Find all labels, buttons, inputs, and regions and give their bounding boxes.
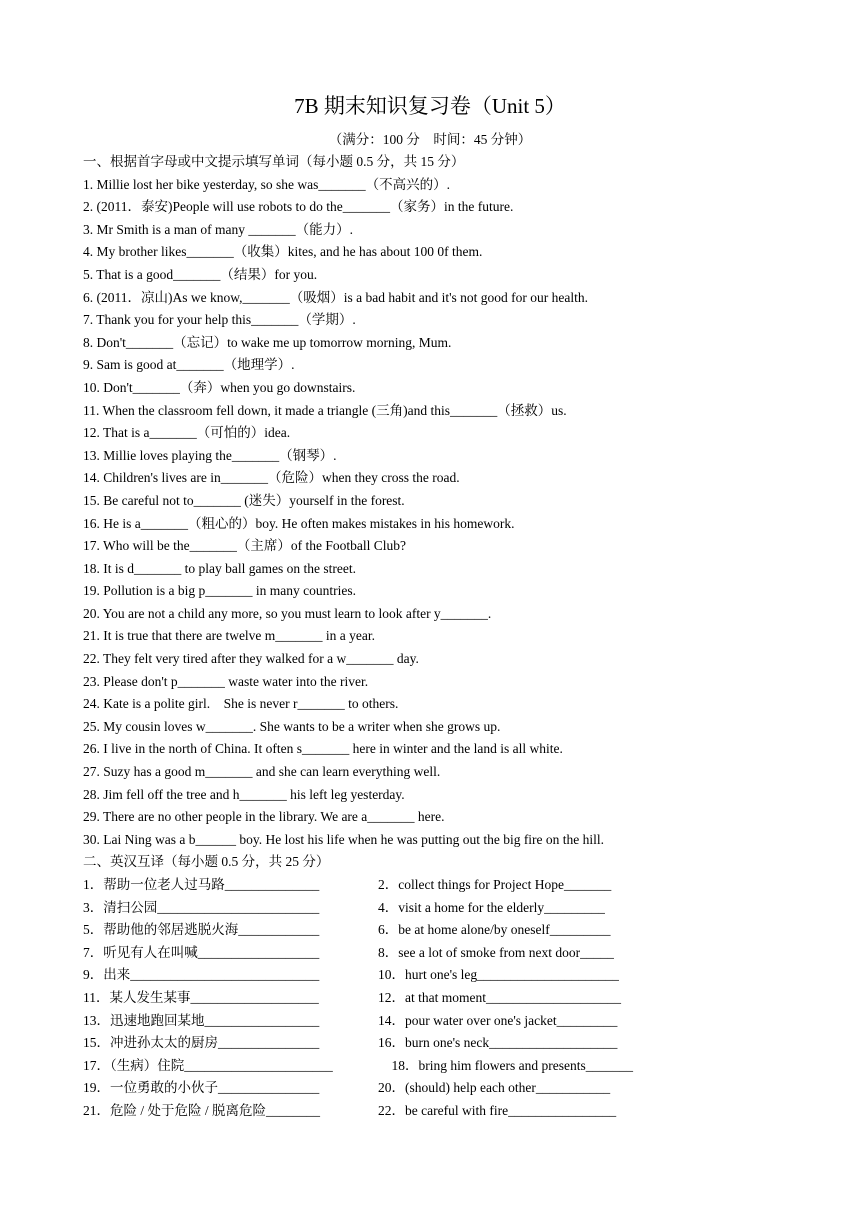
question-item: 13. Millie loves playing the_______（钢琴）. — [83, 447, 337, 463]
translation-item: 13．迅速地跑回某地_________________ — [83, 1012, 320, 1028]
question-item: 27. Suzy has a good m_______ and she can learn everything well. — [83, 764, 441, 780]
translation-item: 20．(should) help each other___________ — [378, 1080, 611, 1096]
translation-row — [83, 942, 783, 965]
translation-item: 8．see a lot of smoke from next door_____ — [378, 944, 614, 960]
translation-item: 12．at that moment____________________ — [378, 989, 621, 1005]
question-item: 7. Thank you for your help this_______（学期）. — [83, 312, 356, 328]
question-item: 3. Mr Smith is a man of many _______（能力）. — [83, 221, 353, 237]
translation-item: 18．bring him flowers and presents_______ — [378, 1057, 633, 1073]
section-1-heading: 一、根据首字母或中文提示填写单词（每小题 0.5 分，共 15 分） — [83, 154, 465, 169]
translation-item: 15．冲进孙太太的厨房_______________ — [83, 1035, 320, 1051]
question-item: 23. Please don't p_______ waste water into the river. — [83, 673, 369, 689]
exam-content — [83, 151, 783, 1123]
question-item: 20. You are not a child any more, so you must learn to look after y_______. — [83, 605, 492, 621]
translation-item: 6．be at home alone/by oneself_________ — [378, 922, 611, 938]
question-item: 6. (2011．凉山)As we know,_______（吸烟）is a bad habit and it's not good for our health. — [83, 289, 588, 305]
question-item: 28. Jim fell off the tree and h_______ his left leg yesterday. — [83, 786, 405, 802]
translation-item: 14．pour water over one's jacket_________ — [378, 1012, 618, 1028]
question-item: 4. My brother likes_______（收集）kites, and he has about 100 0f them. — [83, 244, 483, 260]
translation-item: 5．帮助他的邻居逃脱火海____________ — [83, 922, 320, 938]
translation-item: 3．清扫公园________________________ — [83, 899, 320, 915]
question-item: 2. (2011．泰安)People will use robots to do the_______（家务）in the future. — [83, 199, 514, 215]
translation-item: 2．collect things for Project Hope_______ — [378, 877, 612, 892]
translation-item: 7．听见有人在叫喊__________________ — [83, 944, 320, 960]
question-item: 21. It is true that there are twelve m_______ in a year. — [83, 628, 376, 644]
translation-row — [83, 1100, 783, 1123]
translation-item: 22．be careful with fire________________ — [378, 1102, 617, 1118]
translation-item: 1．帮助一位老人过马路______________ — [83, 877, 320, 892]
question-item: 17. Who will be the_______（主席）of the Football Club? — [83, 538, 406, 554]
translation-item: 17．（生病）住院______________________ — [83, 1057, 333, 1073]
translation-row — [83, 1032, 783, 1055]
question-item: 30. Lai Ning was a b______ boy. He lost his life when he was putting out the big fire on the hill. — [83, 831, 605, 847]
translation-row — [83, 874, 783, 897]
question-item: 12. That is a_______（可怕的）idea. — [83, 425, 291, 441]
translation-row — [83, 1077, 783, 1100]
question-item: 8. Don't_______（忘记）to wake me up tomorrow morning, Mum. — [83, 334, 452, 350]
question-item: 22. They felt very tired after they walked for a w_______ day. — [83, 651, 419, 667]
question-item: 10. Don't_______（奔）when you go downstairs. — [83, 379, 356, 395]
page-title: 7B 期末知识复习卷（Unit 5） — [294, 94, 566, 118]
question-item: 19. Pollution is a big p_______ in many countries. — [83, 583, 356, 599]
question-item: 15. Be careful not to_______ (迷失）yourself in the forest. — [83, 492, 405, 508]
translation-row — [83, 964, 783, 987]
translation-item: 9．出来____________________________ — [83, 967, 320, 983]
question-item: 26. I live in the north of China. It often s_______ here in winter and the land is all white. — [83, 741, 563, 757]
translation-item: 21．危险 / 处于危险 / 脱离危险________ — [83, 1102, 321, 1118]
question-item: 11. When the classroom fell down, it made a triangle (三角)and this_______（拯救）us. — [83, 402, 567, 418]
question-item: 1. Millie lost her bike yesterday, so she was_______（不高兴的）. — [83, 176, 450, 192]
translation-item: 10．hurt one's leg_____________________ — [378, 967, 619, 983]
translation-item: 16．burn one's neck___________________ — [378, 1035, 618, 1051]
translation-row — [83, 1010, 783, 1033]
translation-row — [83, 987, 783, 1010]
question-item: 9. Sam is good at_______（地理学）. — [83, 357, 295, 373]
translation-item: 11．某人发生某事___________________ — [83, 989, 319, 1005]
translation-item: 19．一位勇敢的小伙子_______________ — [83, 1080, 320, 1096]
translation-row — [83, 1055, 783, 1078]
question-item: 29. There are no other people in the library. We are a_______ here. — [83, 809, 445, 825]
exam-info: （满分：100 分 时间：45 分钟） — [328, 132, 532, 147]
question-item: 24. Kate is a polite girl. She is never r_______ to others. — [83, 696, 399, 712]
question-item: 14. Children's lives are in_______（危险）when they cross the road. — [83, 470, 460, 486]
translation-row — [83, 897, 783, 920]
question-item: 18. It is d_______ to play ball games on the street. — [83, 560, 356, 576]
translation-item: 4．visit a home for the elderly_________ — [378, 899, 605, 915]
question-item: 16. He is a_______（粗心的）boy. He often makes mistakes in his homework. — [83, 515, 515, 531]
question-item: 5. That is a good_______（结果）for you. — [83, 266, 318, 282]
section-2-items — [83, 874, 783, 1123]
section-2-heading: 二、英汉互译（每小题 0.5 分，共 25 分） — [83, 854, 330, 870]
translation-row — [83, 919, 783, 942]
section-1-items — [83, 174, 783, 852]
question-item: 25. My cousin loves w_______. She wants to be a writer when she grows up. — [83, 718, 501, 734]
